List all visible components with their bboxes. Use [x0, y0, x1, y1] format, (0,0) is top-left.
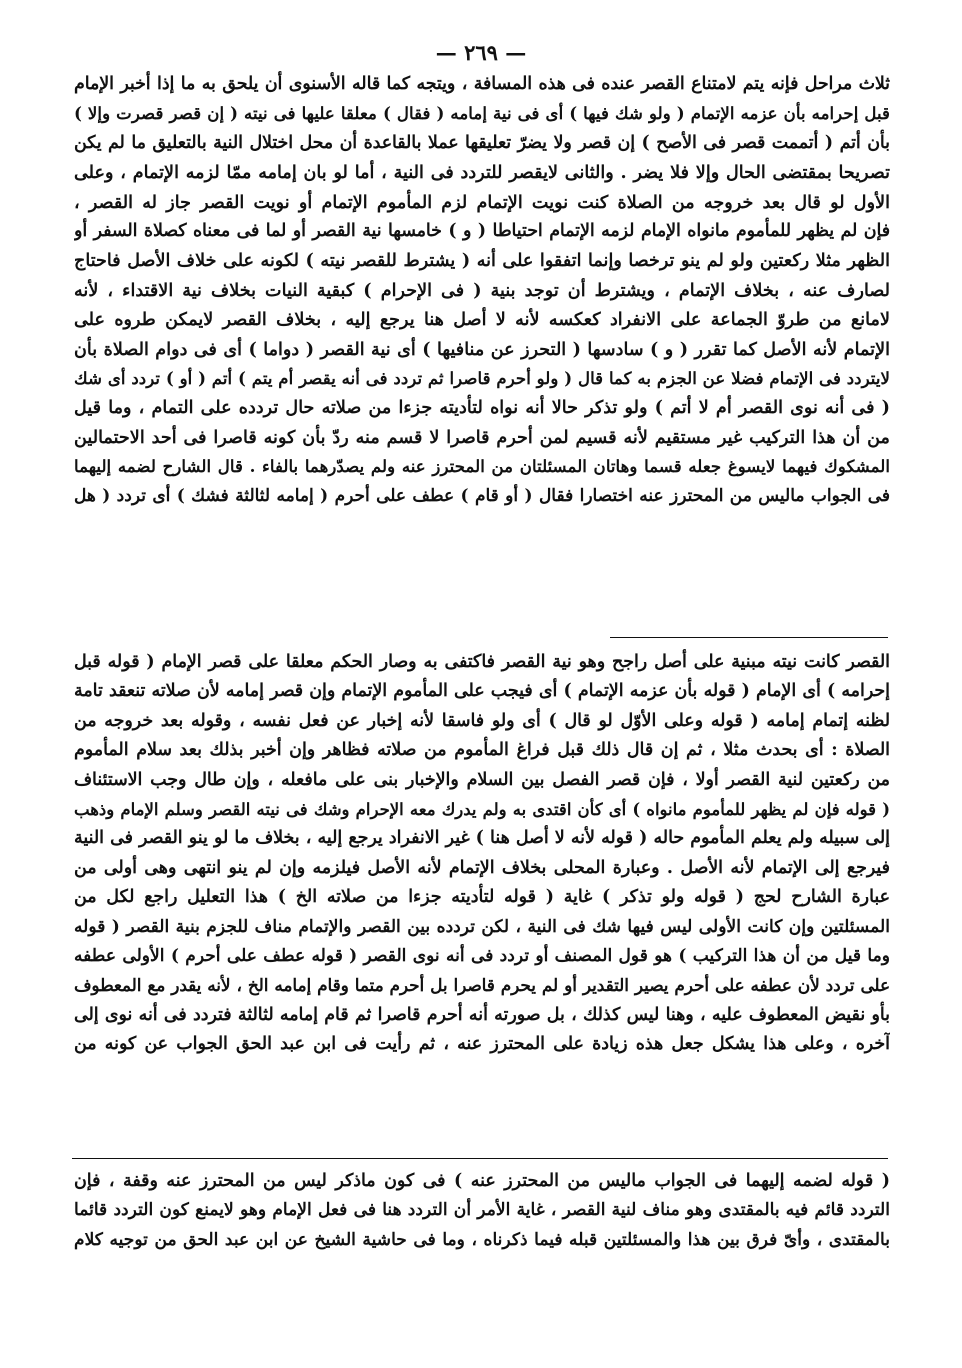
commentary-line: ( قوله لضمه إليهما فى الجواب ماليس من المحترز عنه ) فى كون ماذكر ليس من المحترز عنه وقفة ، فإن — [74, 1171, 890, 1191]
commentary-line: إحرامه ) أى الإمام ( قوله بأن عزمه الإتمام ) أى فيجب على المأموم الإتمام وإن قصر إمامه لأن صلاته تنعقد تامة — [74, 681, 890, 702]
commentary-line: على تردد لأن عطفه على أحرم يصير التقدير أو لم يحرم قاصرا بل أحرم متما وقام إمامه الخ ، لأنه يقدر مع المعطوف — [74, 975, 890, 996]
main-text-line: من أن هذا التركيب غير مستقيم لأنه قسيم لمن أحرم قاصرا لا قسم منه ردّ بأن كونه قاصرا فى أحد الاحتمالين — [74, 426, 890, 448]
main-text-line: تصريحا بمقتضى الحال وإلا فلا يضر . والثانى لايقصر للتردد فى النية ، أما لو بان إمامه ممّا لزمه الإتمام ، وعلى — [74, 162, 890, 184]
main-text-line: لامانع من طروّ الجماعة على الانفراد كعكسه لأنه لا أصل هنا يرجع إليه ، بخلاف القصر لايمكن طروه على — [74, 309, 890, 331]
commentary-line: التردد قائم فيه بالمقتدى وهو مناف لنية القصر ، غاية الأمر أن التردد هنا فى فعل الإمام وهو لايمنع كون التردد قائما — [74, 1200, 890, 1221]
commentary-line: إلى سبيله ولم يعلم المأموم حاله ( قوله لأنه لا أصل هنا ) غير الانفراد يرجع إليه ، بخلاف ما لو ينو القصر فى النية — [74, 828, 890, 849]
commentary-line: بالمقتدى ، وأىّ فرق بين هذا والمسئلتين قبله فيما ذكرناه ، وما فى حاشية الشيخ عن ابن عبد الحق من توجيه كلام — [74, 1229, 890, 1250]
main-text-line: فى الجواب ماليس من المحترز عنه اختصارا فقال ( أو قام ) عطف على أحرم ( إمامه لثالثة فشك ) أى تردد ( هل — [74, 485, 890, 506]
commentary-line: عبارة الشارح لحج ( قوله ولو تذكر ) غاية ( قوله لتأديته جزءا من صلاته الخ ) هذا التعليل راجع لكل من — [74, 887, 890, 908]
commentary-block-primary — [74, 648, 890, 1060]
commentary-separator-rule — [72, 1158, 888, 1159]
commentary-line: ( قوله فإن لم يظهر للمأموم مانواه ) أى كأن اقتدى به ولم يدرك معه الإحرام وشك فى نيته القصر وسلم الإمام وذهب — [74, 800, 890, 820]
main-text-line: لايتردد فى الإتمام فضلا عن الجزم به كما قال ( ولو أحرم قاصرا ثم تردد فى أنه يقصر أم يتم ) أتم ( أو ) تردد أى شك — [74, 368, 890, 389]
main-text-line: المشكوك فيهما لايسوغ جعله قسما وهاتان المسئلتان من المحترز عنه ولم يصدّرهما بالفاء . قال الشارح لضمه إليهما — [74, 456, 890, 477]
main-text-line: الظهر مثلا ركعتين ولو لم ينو ترخصا وإنما اتفقوا على أنه ( يشترط للقصر نيته ) لكونه على خلاف الأصل فاحتاج — [74, 250, 890, 272]
commentary-line: من ركعتين لنية القصر أولا ، فإن قصر الفصل بين السلام والإخبار بنى على مافعله ، وإن طال وجب الاستئناف — [74, 769, 890, 790]
commentary-line: القصر كانت نيته مبنية على أصل راجح وهو نية القصر فاكتفى به وصار الحكم معلقا على قصر الإمام ( قوله قبل — [74, 652, 890, 672]
main-text-line: قبل إحرامه بأن عزمه الإتمام ( ولو شك فيها ) أى فى نية إمامه ( فقال ) معلقا عليها فى نيته ( إن قصر قصرت وإلا ) — [74, 103, 890, 124]
main-text-line: ( فى أنه نوى القصر أم لا أتم ) ولو تذكر حالا أنه نواه لتأديته جزءا من صلاته حال تردده على التمام ، وما قيل — [74, 397, 890, 419]
commentary-line: الصلاة : أى بحدث مثلا ، ثم إن قال ذلك قبل فراغ المأموم من صلاته فظاهر وإن أخبر بذلك بعد سلام المأموم — [74, 740, 890, 761]
main-text-line: بأن أتم ( أتممت قصر فى الأصح ) إن قصر ولا يضرّ تعليقها عملا بالقاعدة أن محل اختلال النية بالتعليق ما لم يكن — [74, 132, 890, 153]
main-text-line: الأول لو قال بعد خروجه من الصلاة كنت نويت الإتمام لزم المأموم الإتمام أو نويت القصر جاز له القصر ، — [74, 191, 890, 213]
commentary-block-secondary — [74, 1167, 890, 1255]
page-number: — ٢٦٩ — — [435, 40, 527, 65]
commentary-line: آخره ، وعلى هذا يشكل جعل هذه زيادة على المحترز عنه ، ثم رأيت فى ابن عبد الحق الجواب عن كونه من — [74, 1034, 890, 1055]
commentary-line: فيرجع إلى الإتمام لأنه الأصل . وعبارة المحلى بخلاف الإتمام لأنه الأصل فيلزمه وإن لم ينو انتهى وهى أولى من — [74, 857, 890, 878]
footnote-separator-rule — [610, 637, 888, 638]
main-text-line: لصارف عنه ، بخلاف الإتمام ، ويشترط أن توجد بنية ( فى الإحرام ) كبقية النيات بخلاف نية الاقتداء ، لأنه — [74, 279, 890, 301]
main-text-line: فإن لم يظهر للمأموم مانواه الإمام لزمه الإتمام احتياطا ( و ) خامسها نية القصر أو لما فى معناه كصلاة السفر أو — [74, 221, 890, 242]
commentary-line: وما قيل من أن هذا التركيب ) هو قول المصنف أو تردد فى أنه نوى القصر ( قوله عطف على أحرم ) الأولى عطفه — [74, 946, 890, 967]
commentary-line: المسئلتين وإن كانت الأولى ليس فيها شك فى النية ، لكن تردده بين القصر والإتمام مناف للجزم بنية القصر ( قوله — [74, 916, 890, 937]
main-text-line: ثلاث مراحل فإنه يتم لامتناع القصر عنده فى هذه المسافة ، ويتجه كما قاله الأسنوى أن يلحق به ما إذا أخبر الإمام — [74, 74, 890, 94]
commentary-line: لظنه إتمام إمامه ( قوله وعلى الأوّل لو قال ) أى ولو فاسقا لأنه إخبار عن فعل نفسه ، وقوله بعد خروجه من — [74, 710, 890, 731]
commentary-line: بأو نقيض المعطوف عليه ، وهنا ليس كذلك ، بل صورته أنه أحرم قاصرا ثم قام إمامه لثالثة فتردد فى أنه نوى إلى — [74, 1004, 890, 1025]
main-text-line: الإتمام لأنه الأصل كما تقرر ( و ) سادسها ( التحرز عن منافيها ) أى نية القصر ( دواما ) أى فى دوام الصلاة بأن — [74, 338, 890, 360]
main-text-block — [74, 70, 890, 511]
